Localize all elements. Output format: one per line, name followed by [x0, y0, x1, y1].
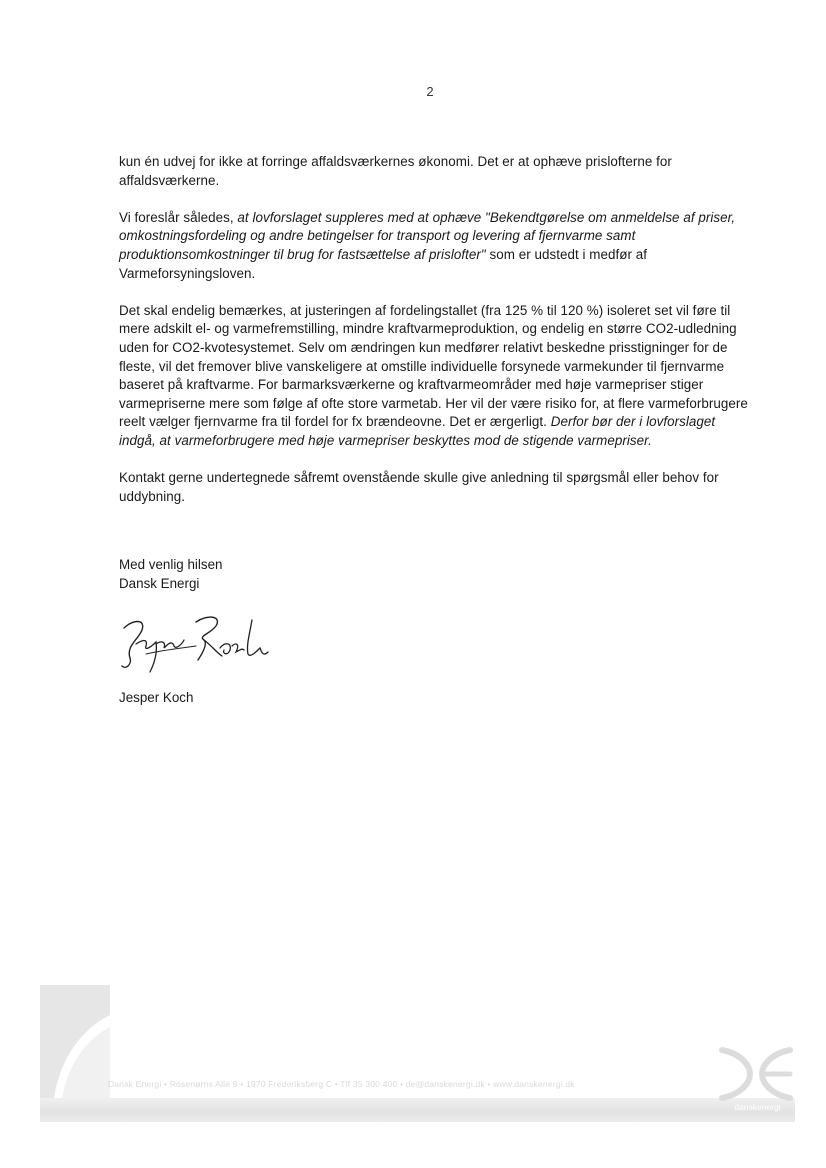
text-segment: Vi foreslår således, — [119, 209, 238, 225]
dansk-energi-logo-icon — [716, 1044, 796, 1104]
footer-address: Dansk Energi • Rosenørns Allé 9 • 1970 Frederiksberg C • Tlf 35 300 400 • de@danskenergi.dk • www.danskenergi.dk — [108, 1079, 575, 1089]
closing-organization: Dansk Energi — [119, 575, 200, 591]
handwritten-signature — [112, 606, 272, 676]
italic-text-segment: Derfor bør der i lovforslaget indgå, at varmeforbrugere med høje varmepriser beskyttes mod de stigende varmepriser. — [119, 414, 716, 448]
footer-band — [40, 1098, 795, 1122]
closing — [119, 556, 222, 593]
page-number: 2 — [426, 84, 434, 99]
signer-name: Jesper Koch — [119, 690, 194, 705]
italic-text-segment: at lovforslaget suppleres med at ophæve "Bekendtgørelse om anmeldelse af priser, omkostningsfordeling og andre betingelser for transport og levering af fjernvarme samt produktionsomkostninger til brug for fastsættelse af prislofter" — [119, 209, 736, 262]
letter-body — [119, 153, 751, 525]
paragraph — [119, 209, 751, 283]
text-segment: Det skal endelig bemærkes, at justeringen af fordelingstallet (fra 125 % til 120 %) isoleret set vil føre til mere adskilt el- og varmefremstilling, mindre kraftvarmeproduktion, og endelig en større CO2-udledning uden for CO2-kvotesystemet. Selv om ændringen kun medfører relativt beskedne prisstigninger for de fleste, vil det fremover blive vanskeligere at omstille individuelle forsynede varmekunder til fjernvarme baseret på kraftvarme. For barmarksværkerne og kraftvarmeområder med høje varmepriser stiger varmepriserne mere som følge af ofte store varmetab. Her vil der være risiko for, at flere varmeforbrugere reelt vælger fjernvarme fra til fordel for fx brændeovne. Det er ærgerligt. — [119, 302, 748, 430]
text-segment: kun én udvej for ikke at forringe affaldsværkernes økonomi. Det er at ophæve prislofterne for affaldsværkerne. — [119, 154, 672, 188]
text-segment: Kontakt gerne undertegnede såfremt ovenstående skulle give anledning til spørgsmål eller behov for uddybning. — [119, 470, 719, 504]
paragraph — [119, 302, 751, 451]
footer-wedge-graphic — [40, 985, 110, 1098]
paragraph — [119, 469, 751, 506]
footer-logo-text: danskenergi — [734, 1102, 781, 1112]
paragraph — [119, 153, 751, 190]
closing-salutation: Med venlig hilsen — [119, 557, 223, 572]
text-segment: som er udstedt i medfør af Varmeforsyningsloven. — [119, 246, 648, 281]
